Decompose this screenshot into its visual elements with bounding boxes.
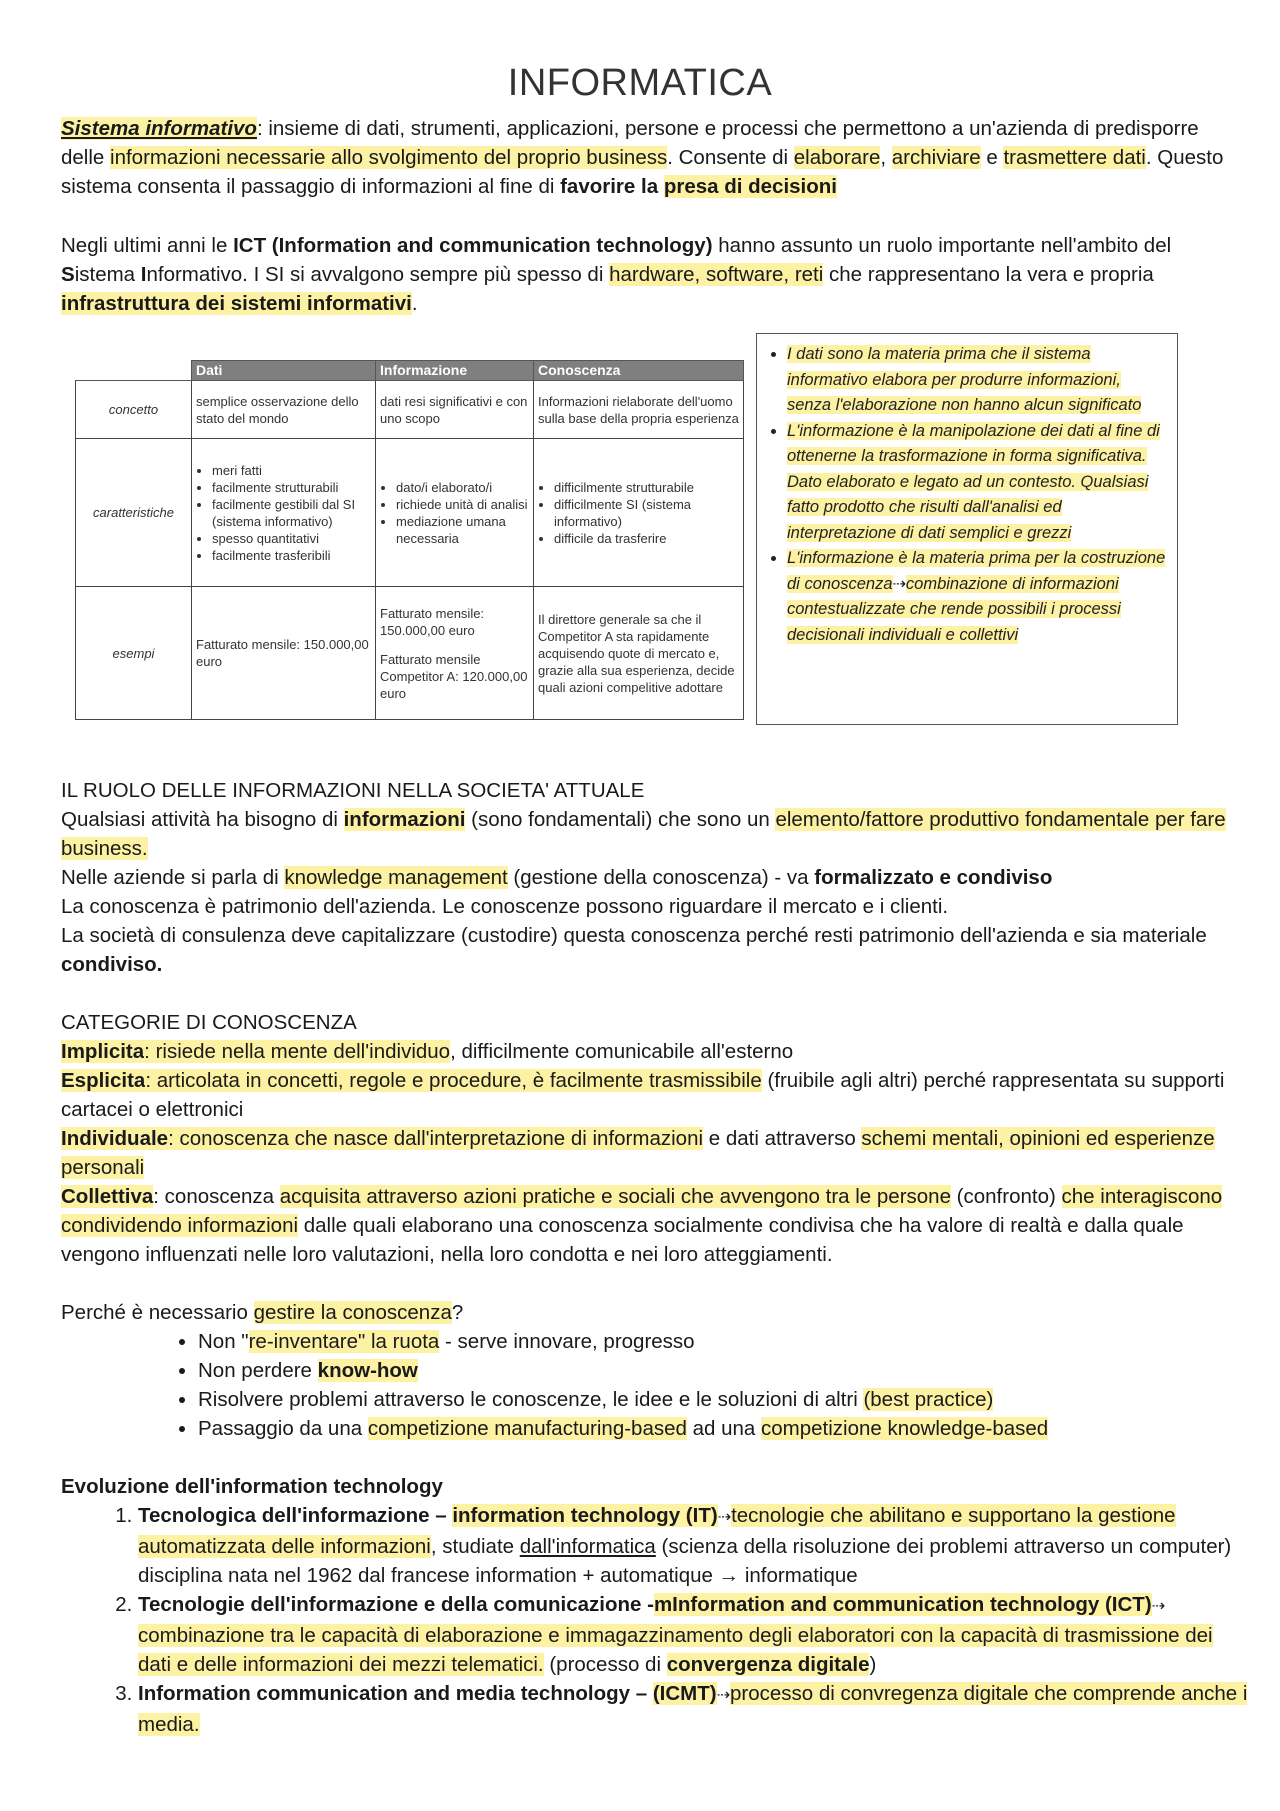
evoluzione-highlight: tecnologie che abilitano e supportano la gestione automatizzata delle informazioni [138, 1504, 1176, 1558]
evoluzione-text: (scienza della risoluzione dei problemi attraverso un computer) disciplina nata nel 1962 dal francese information + automatique → informatique [138, 1535, 1232, 1587]
table-header-blank [76, 361, 192, 381]
cell-esempi-informazione [376, 587, 534, 720]
list-item: • difficilmente SI (sistema informativo) [554, 496, 739, 530]
ict-text-1: Negli ultimi anni le [61, 234, 234, 257]
ruolo-highlight: elemento/fattore produttivo fondamentale per fare business. [61, 808, 1226, 860]
ruolo-bold: informazioni [343, 808, 466, 831]
list-item: • dato/i elaborato/i [396, 479, 529, 496]
box-highlight: manipolazione dei dati [929, 421, 1094, 440]
categoria-highlight: schemi mentali, opinioni ed esperienze personali [61, 1127, 1215, 1179]
evoluzione-highlight: combinazione tra le capacità di elaborazione e immagazzinamento degli elaboratori con la capacità di trasmissione dei dati e delle informazioni dei mezzi telematici. [138, 1624, 1213, 1676]
row-label-concetto: concetto [76, 381, 192, 439]
perche-text: Risolvere problemi attraverso le conoscenze, le idee e le soluzioni di altri [198, 1388, 864, 1411]
evoluzione-text: , studiate [430, 1535, 520, 1558]
cell-caratteristiche-dati [192, 439, 376, 587]
perche-text: Non perdere [198, 1359, 318, 1382]
ruolo-heading: IL RUOLO DELLE INFORMAZIONI NELLA SOCIETA' ATTUALE [61, 779, 645, 802]
cell-caratteristiche-informazione [376, 439, 534, 587]
categoria-text: (fruibile agli altri) perché rappresentata su supporti cartacei o elettronici [61, 1069, 1225, 1121]
perche-highlight: (best practice) [863, 1388, 994, 1411]
box-highlight: materia prima [885, 345, 987, 363]
ict-bold-i: I [140, 263, 147, 286]
intro-text-3: , [880, 146, 892, 169]
list-item [138, 1501, 1248, 1590]
categoria-text: : conoscenza [153, 1185, 280, 1208]
categoria-collettiva [61, 1182, 1236, 1269]
ruolo-line-4 [61, 921, 1236, 979]
perche-bold: know-how [317, 1359, 418, 1382]
box-text: L'informazione è la [787, 421, 930, 440]
esempi-informazione-2: Fatturato mensile Competitor A: 120.000,00 euro [380, 651, 528, 701]
ict-highlight-1: hardware, software, reti [609, 263, 824, 286]
cell-esempi-conoscenza: Il direttore generale sa che il Competitor A sta rapidamente acquisendo quote di mercato e, grazie alla sua esperienza, decide quali azioni compelitive adottare [534, 587, 744, 720]
perche-text: Perché è necessario [61, 1301, 254, 1324]
box-text: che il sistema informativo elabora per produrre informazioni, senza l'elaborazione non hanno alcun significato [787, 345, 1142, 414]
categoria-highlight: che interagiscono condividendo informazioni [61, 1185, 1223, 1237]
page-title: INFORMATICA [507, 62, 773, 104]
categoria-text: , difficilmente comunicabile all'esterno [450, 1040, 794, 1063]
categoria-highlight: : risiede nella mente dell'individuo [144, 1040, 451, 1063]
ruolo-highlight: knowledge management [284, 866, 508, 889]
list-item: • richiede unità di analisi [396, 496, 529, 513]
box-highlight: conoscenza [804, 574, 893, 593]
cell-caratteristiche-conoscenza [534, 439, 744, 587]
list-item: • facilmente strutturabili [212, 479, 371, 496]
ruolo-line-2 [61, 863, 1236, 892]
table-header-informazione: Informazione [376, 361, 534, 381]
perche-text: Passaggio da una [198, 1417, 368, 1440]
intro-highlight-2: elaborare [793, 146, 881, 169]
list-item [787, 342, 1167, 419]
ruolo-text: (gestione della conoscenza) - va [507, 866, 815, 889]
table-row [76, 587, 744, 720]
intro-text-5: . Questo sistema consenta il passaggio di informazioni al fine di [61, 146, 1224, 198]
categorie-section [61, 1008, 1236, 1269]
definitions-box [756, 333, 1178, 725]
categoria-term: Individuale [61, 1127, 169, 1150]
intro-text-4: e [980, 146, 1004, 169]
evoluzione-highlight: (ICMT) [652, 1682, 717, 1705]
arrow-right-icon: ⇢ [716, 1687, 731, 1704]
cell-concetto-conoscenza: Informazioni rielaborate dell'uomo sulla base della propria esperienza [534, 381, 744, 439]
ruolo-text: La società di consulenza deve capitalizzare (custodire) questa conoscenza perché resti patrimonio dell'azienda e sia materiale [61, 924, 1207, 947]
evoluzione-bold: Tecnologie dell'informazione e della comunicazione - [138, 1593, 654, 1616]
list-item [198, 1356, 1258, 1385]
perche-text: - serve innovare, progresso [439, 1330, 695, 1353]
perche-text: ? [451, 1301, 464, 1324]
ict-text-3: istema [74, 263, 141, 286]
evoluzione-heading-text: Evoluzione dell'information technology [61, 1475, 443, 1498]
ict-bold-s: S [61, 263, 75, 286]
categoria-highlight: : articolata in concetti, regole e procedure, è facilmente trasmissibile [145, 1069, 762, 1092]
perche-text: Non " [198, 1330, 249, 1353]
intro-paragraph [61, 114, 1236, 201]
intro-bold-1: favorire la [560, 175, 664, 198]
categoria-term: Collettiva [61, 1185, 154, 1208]
categoria-individuale [61, 1124, 1236, 1182]
list-item: • spesso quantitativi [212, 530, 371, 547]
perche-highlight: gestire la conoscenza [253, 1301, 452, 1324]
intro-bold-2: presa di decisioni [663, 175, 837, 198]
perche-text: ad una [686, 1417, 761, 1440]
arrow-right-icon: ⇢ [717, 1509, 732, 1526]
intro-highlight-1: informazioni necessarie allo svolgimento del proprio business [110, 146, 668, 169]
ict-paragraph [61, 231, 1236, 318]
list-item: • facilmente gestibili dal SI (sistema informativo) [212, 496, 371, 530]
ruolo-line-1 [61, 805, 1236, 863]
perche-highlight: competizione knowledge-based [761, 1417, 1049, 1440]
dati-informazione-conoscenza-table [75, 360, 743, 720]
box-text: al fine di ottenerne la trasformazione in forma significativa. Dato elaborato e legato ad un contesto. Qualsiasi fatto prodotto che risulti dall'analisi ed interpretazione di dati semplici e grezzi [787, 421, 1160, 542]
row-label-caratteristiche: caratteristiche [76, 439, 192, 587]
evoluzione-heading [61, 1472, 1236, 1501]
table-header-row [76, 361, 744, 381]
ict-bold-1: ICT (Information and communication technology) [233, 234, 713, 257]
list-item: • meri fatti [212, 462, 371, 479]
categoria-text: (confronto) [950, 1185, 1062, 1208]
box-text: L'informazione è la materia prima per la costruzione di [787, 549, 1166, 593]
intro-highlight-3: archiviare [891, 146, 981, 169]
perche-list [170, 1327, 1258, 1443]
box-text: combinazione di informazioni contestualizzate che rende possibili i processi decisionali individuali e collettivi [787, 574, 1121, 644]
evoluzione-text: (processo di [543, 1653, 667, 1676]
categoria-term: Esplicita [61, 1069, 146, 1092]
list-item [138, 1679, 1248, 1739]
evoluzione-text: ) [869, 1653, 877, 1676]
ict-text-6: . [411, 292, 418, 315]
categoria-text: e dati attraverso [703, 1127, 862, 1150]
intro-term: Sistema informativo [61, 117, 257, 140]
categoria-esplicita [61, 1066, 1236, 1124]
arrow-right-icon: ⇢ [1151, 1598, 1166, 1615]
list-item: • mediazione umana necessaria [396, 513, 529, 547]
list-item [787, 419, 1167, 547]
evoluzione-underline: dall'informatica [519, 1535, 656, 1558]
list-item: • difficile da trasferire [554, 530, 739, 547]
categoria-implicita [61, 1037, 1236, 1066]
evoluzione-highlight: convergenza digitale [666, 1653, 870, 1676]
ict-highlight-2: infrastruttura dei sistemi informativi [61, 292, 412, 315]
intro-text-2: . Consente di [667, 146, 794, 169]
esempi-informazione-1: Fatturato mensile: 150.000,00 euro [380, 605, 485, 638]
perche-highlight: re-inventare" la ruota [248, 1330, 440, 1353]
categoria-text: dalle quali elaborano una conoscenza socialmente condivisa che ha valore di realtà e dalla quale vengono influenzati nelle loro valutazioni, nella loro condotta e nei loro atteggiamenti. [61, 1214, 1184, 1266]
intro-text-1: : insieme di dati, strumenti, applicazioni, persone e processi che permettono a un'azienda di predisporre delle [61, 117, 1199, 169]
categorie-heading: CATEGORIE DI CONOSCENZA [61, 1011, 357, 1034]
ruolo-text: Nelle aziende si parla di [61, 866, 285, 889]
evoluzione-list [100, 1501, 1248, 1739]
cell-concetto-informazione: dati resi significativi e con uno scopo [376, 381, 534, 439]
evoluzione-highlight: processo di convregenza digitale che comprende anche i media. [138, 1682, 1248, 1736]
ruolo-bold: formalizzato e condiviso [814, 866, 1053, 889]
evoluzione-highlight: mInformation and communication technology (ICT) [653, 1593, 1152, 1616]
list-item [787, 546, 1167, 648]
ict-text-2: hanno assunto un ruolo importante nell'ambito del [712, 234, 1172, 257]
perche-question [61, 1298, 1236, 1327]
evoluzione-highlight: information technology (IT) [452, 1504, 718, 1527]
cell-concetto-dati: semplice osservazione dello stato del mondo [192, 381, 376, 439]
table-header-conoscenza: Conoscenza [534, 361, 744, 381]
intro-highlight-4: trasmettere dati [1003, 146, 1146, 169]
list-item [198, 1327, 1258, 1356]
categoria-highlight: : conoscenza che nasce dall'interpretazione di informazioni [168, 1127, 704, 1150]
categoria-term: Implicita [61, 1040, 145, 1063]
categoria-highlight: acquisita attraverso azioni pratiche e sociali che avvengono tra le persone [279, 1185, 951, 1208]
ruolo-text: (sono fondamentali) che sono un [465, 808, 776, 831]
evoluzione-bold: Tecnologica dell'informazione – [138, 1504, 453, 1527]
perche-highlight: competizione manufacturing-based [367, 1417, 687, 1440]
ict-text-5: che rappresentano la vera e propria [823, 263, 1154, 286]
ict-text-4: nformativo. I SI si avvalgono sempre più spesso di [146, 263, 610, 286]
list-item [198, 1414, 1258, 1443]
table-header-dati: Dati [192, 361, 376, 381]
ruolo-bold: condiviso. [61, 953, 163, 976]
ruolo-text: Qualsiasi attività ha bisogno di [61, 808, 344, 831]
ruolo-section [61, 776, 1236, 979]
list-item: • facilmente trasferibili [212, 547, 371, 564]
evoluzione-bold: Information communication and media technology – [138, 1682, 653, 1705]
table-row [76, 381, 744, 439]
list-item: • difficilmente strutturabile [554, 479, 739, 496]
box-text: I dati sono la [787, 345, 886, 363]
ruolo-line-3: La conoscenza è patrimonio dell'azienda. Le conoscenze possono riguardare il mercato e i clienti. [61, 895, 949, 918]
table-row [76, 439, 744, 587]
cell-esempi-dati: Fatturato mensile: 150.000,00 euro [192, 587, 376, 720]
list-item [138, 1590, 1248, 1679]
row-label-esempi: esempi [76, 587, 192, 720]
arrow-right-icon: ⇢ [892, 575, 906, 593]
list-item [198, 1385, 1258, 1414]
